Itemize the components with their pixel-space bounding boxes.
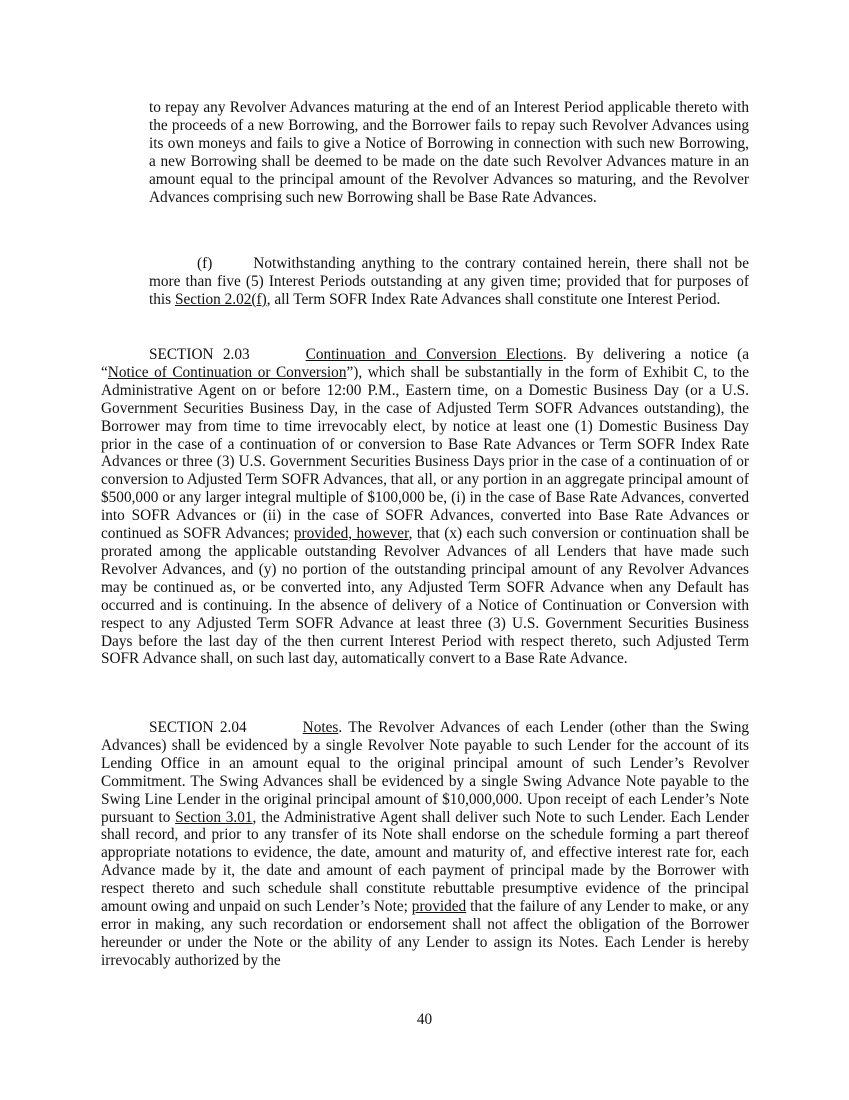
section-2-04-text-2: , the Administrative Agent shall deliver such Note to such Lender. Each Lender shall record, and prior to any transfer of its Note shall endorse on the schedule forming a part thereof appropriate notations to evidence, the date, amount and maturity of, and effective interest rate for, each Advance made by it, the date and amount of each payment of principal made by the Borrower with respect thereto and such schedule shall constitute rebuttable presumptive evidence of the principal amount owing and unpaid on such Lender’s Note; [101,808,749,916]
paragraph-e-continuation: to repay any Revolver Advances maturing at the end of an Interest Period applicable thereto with the proceeds of a new Borrowing, and the Borrower fails to repay such Revolver Advances using its own moneys and fails to give a Notice of Borrowing in connection with such new Borrowing, a new Borrowing shall be deemed to be made on the date such Revolver Advances mature in an amount equal to the principal amount of the Revolver Advances so maturing, and the Revolver Advances comprising such new Borrowing shall be Base Rate Advances. [149,99,749,206]
defined-term-notice-of-continuation: Notice of Continuation or Conversion [107,363,347,381]
section-2-04-text-3: that the failure of any Lender to make, or any error in making, any such recordation or endorsement shall not affect the obligation of the Borrower hereunder or under the Note or the ability of any Lender to assign its Notes. Each Lender is hereby irrevocably authorized by the [101,898,749,969]
page-number: 40 [416,1011,433,1028]
section-2-03-heading: Continuation and Conversion Elections [305,346,563,363]
section-2-04-text-1: . The Revolver Advances of each Lender (other than the Swing Advances) shall be evidenced by a single Revolver Note payable to such Lender for the account of its Lending Office in an amount equal to the original principal amount of such Lender’s Revolver Commitment. The Swing Advances shall be evidenced by a single Swing Advance Note payable to the Swing Line Lender in the original principal amount of $10,000,000. Upon receipt of each Lender’s Note pursuant to [101,719,749,826]
paragraph-f-text-2: , all Term SOFR Index Rate Advances shall constitute one Interest Period. [266,290,721,308]
paragraph-f-text-1: Notwithstanding anything to the contrary contained herein, there shall not be more than five (5) Interest Periods outstanding at any given time; provided that for purposes of this [149,255,749,308]
section-2-04-proviso: provided [411,898,467,916]
section-2-04 [101,719,749,970]
section-2-04-number: SECTION 2.04 [149,719,247,736]
section-2-03-text-3: , that (x) each such conversion or continuation shall be prorated among the applicable outstanding Revolver Advances of all Lenders that have made such Revolver Advances, and (y) no portion of the outstanding principal amount of any Revolver Advances may be continued as, or be converted into, any Adjusted Term SOFR Advance when any Default has occurred and is continuing. In the absence of delivery of a Notice of Continuation or Conversion with respect to any Adjusted Term SOFR Advance at least three (3) U.S. Government Securities Business Days before the last day of the then current Interest Period with respect thereto, such Adjusted Term SOFR Advance shall, on such last day, automatically convert to a Base Rate Advance. [101,525,750,668]
section-2-03-proviso: provided, however [293,525,409,543]
section-2-04-heading: Notes [302,719,339,736]
section-2-03 [101,346,749,668]
section-ref-2-02-f: Section 2.02(f) [174,290,267,308]
paragraph-f-label: (f) [197,255,213,272]
paragraph-f [149,255,749,309]
section-2-03-text-2: ”), which shall be substantially in the form of Exhibit C, to the Administrative Agent on or before 12:00 P.M., Eastern time, on a Domestic Business Day (or a U.S. Government Securities Business Day, in the case of Adjusted Term SOFR Advances outstanding), the Borrower may from time to time irrevocably elect, by notice at least one (1) Domestic Business Day prior in the case of a continuation of or conversion to Base Rate Advances or Term SOFR Index Rate Advances or three (3) U.S. Government Securities Business Days prior in the case of a continuation of or conversion to Adjusted Term SOFR Advances, that all, or any portion in an aggregate principal amount of $500,000 or any larger integral multiple of $100,000 be, (i) in the case of Base Rate Advances, converted into SOFR Advances or (ii) in the case of SOFR Advances, converted into Base Rate Advances or continued as SOFR Advances; [101,363,749,543]
section-2-03-text-1: . By delivering a notice (a “ [101,346,749,381]
section-ref-3-01: Section 3.01 [175,808,253,826]
section-2-03-number: SECTION 2.03 [149,346,250,363]
